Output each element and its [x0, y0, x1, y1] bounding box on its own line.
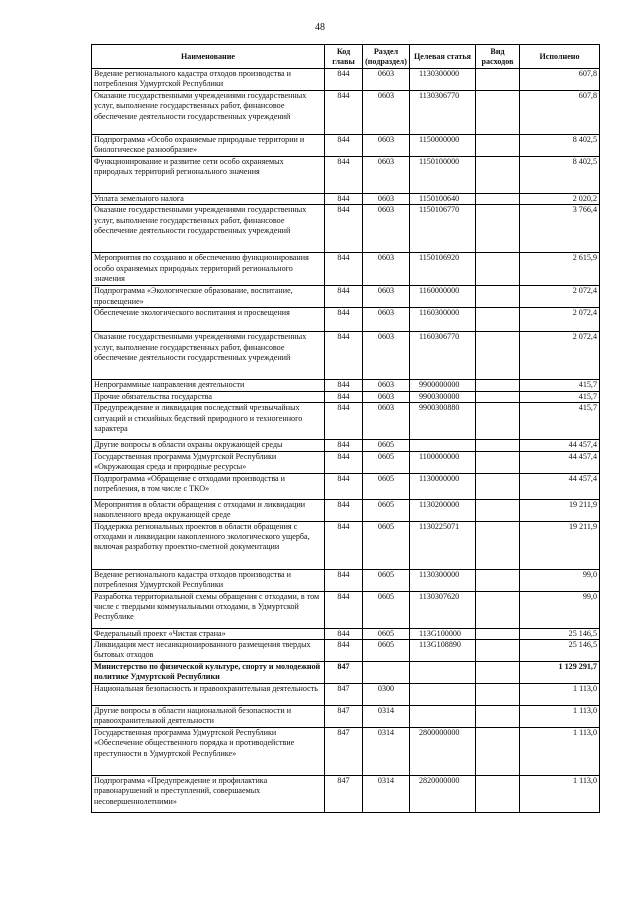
cell-section: 0314: [363, 706, 410, 728]
cell-target-article: 9900300880: [410, 403, 476, 440]
cell-target-article: 1150100000: [410, 157, 476, 194]
cell-executed: 607,8: [520, 91, 600, 135]
cell-section: 0603: [363, 91, 410, 135]
cell-name: Поддержка региональных проектов в области обращения с отходами и ликвидации накопленного экологического ущерба, включая разработку проектно-сметной документации: [92, 521, 325, 569]
cell-section: 0605: [363, 569, 410, 591]
cell-expense-type: [476, 332, 520, 380]
cell-target-article: [410, 706, 476, 728]
cell-expense-type: [476, 253, 520, 286]
cell-section: 0603: [363, 391, 410, 402]
table-row: [92, 440, 600, 451]
table-row: [92, 69, 600, 91]
cell-section: 0603: [363, 308, 410, 332]
cell-executed: 44 457,4: [520, 451, 600, 473]
cell-expense-type: [476, 662, 520, 684]
cell-executed: 99,0: [520, 591, 600, 628]
cell-expense-type: [476, 391, 520, 402]
cell-target-article: 1130200000: [410, 499, 476, 521]
cell-name: Разработка территориальной схемы обращения с отходами, в том числе с твердыми коммунальными отходами, в Удмуртской Республике: [92, 591, 325, 628]
table-row: [92, 253, 600, 286]
cell-section: 0605: [363, 628, 410, 639]
cell-target-article: 1150106770: [410, 205, 476, 253]
cell-expense-type: [476, 569, 520, 591]
cell-name: Ведение регионального кадастра отходов производства и потребления Удмуртской Республики: [92, 569, 325, 591]
header-chapter-code: Код главы: [325, 45, 363, 69]
cell-name: Оказание государственными учреждениями государственных услуг, выполнение государственных работ, финансовое обеспечение деятельности государственных учреждений: [92, 91, 325, 135]
cell-expense-type: [476, 135, 520, 157]
cell-target-article: 1130000000: [410, 473, 476, 499]
cell-chapter-code: 844: [325, 308, 363, 332]
cell-chapter-code: 844: [325, 499, 363, 521]
cell-target-article: 9900000000: [410, 380, 476, 391]
cell-target-article: 113G108890: [410, 640, 476, 662]
cell-executed: 19 211,9: [520, 521, 600, 569]
cell-executed: 99,0: [520, 569, 600, 591]
cell-expense-type: [476, 728, 520, 776]
cell-chapter-code: 844: [325, 521, 363, 569]
table-row: [92, 521, 600, 569]
cell-executed: 2 072,4: [520, 308, 600, 332]
cell-chapter-code: 844: [325, 473, 363, 499]
cell-executed: 1 129 291,7: [520, 662, 600, 684]
cell-chapter-code: 844: [325, 205, 363, 253]
table-row: [92, 451, 600, 473]
cell-chapter-code: 844: [325, 569, 363, 591]
cell-section: 0603: [363, 286, 410, 308]
cell-section: 0314: [363, 776, 410, 813]
cell-expense-type: [476, 706, 520, 728]
cell-section: 0603: [363, 194, 410, 205]
cell-target-article: 1160000000: [410, 286, 476, 308]
cell-executed: 1 113,0: [520, 728, 600, 776]
header-section: Раздел (подраздел): [363, 45, 410, 69]
cell-name: Подпрограмма «Экологическое образование, воспитание, просвещение»: [92, 286, 325, 308]
table-row: [92, 205, 600, 253]
cell-section: [363, 662, 410, 684]
cell-target-article: 1130300000: [410, 569, 476, 591]
cell-name: Предупреждение и ликвидация последствий чрезвычайных ситуаций и стихийных бедствий природного и техногенного характера: [92, 403, 325, 440]
cell-expense-type: [476, 628, 520, 639]
cell-section: 0605: [363, 591, 410, 628]
table-body: [92, 69, 600, 813]
table-row: [92, 391, 600, 402]
cell-chapter-code: 844: [325, 157, 363, 194]
cell-executed: 2 072,4: [520, 332, 600, 380]
cell-expense-type: [476, 591, 520, 628]
cell-chapter-code: 847: [325, 662, 363, 684]
cell-name: Обеспечение экологического воспитания и просвещения: [92, 308, 325, 332]
cell-executed: 25 146,5: [520, 628, 600, 639]
cell-chapter-code: 844: [325, 286, 363, 308]
cell-chapter-code: 844: [325, 440, 363, 451]
table-row: [92, 157, 600, 194]
cell-chapter-code: 844: [325, 628, 363, 639]
table-row: [92, 662, 600, 684]
cell-chapter-code: 844: [325, 253, 363, 286]
cell-chapter-code: 844: [325, 135, 363, 157]
cell-executed: 415,7: [520, 391, 600, 402]
budget-execution-table: [91, 44, 600, 813]
table-row: [92, 628, 600, 639]
cell-name: Подпрограмма «Обращение с отходами производства и потребления, в том числе с ТКО»: [92, 473, 325, 499]
cell-section: 0605: [363, 473, 410, 499]
cell-name: Государственная программа Удмуртской Республики «Окружающая среда и природные ресурсы»: [92, 451, 325, 473]
cell-name: Подпрограмма «Предупреждение и профилактика правонарушений и преступлений, совершаемых несовершеннолетними»: [92, 776, 325, 813]
cell-section: 0603: [363, 205, 410, 253]
cell-executed: 607,8: [520, 69, 600, 91]
cell-target-article: [410, 662, 476, 684]
cell-expense-type: [476, 286, 520, 308]
cell-name: Мероприятия в области обращения с отходами и ликвидации накопленного вреда окружающей среде: [92, 499, 325, 521]
cell-executed: 1 113,0: [520, 684, 600, 706]
cell-target-article: 1100000000: [410, 451, 476, 473]
cell-target-article: 1130307620: [410, 591, 476, 628]
cell-chapter-code: 847: [325, 776, 363, 813]
cell-executed: 415,7: [520, 380, 600, 391]
cell-section: 0605: [363, 640, 410, 662]
cell-expense-type: [476, 403, 520, 440]
table-row: [92, 194, 600, 205]
cell-section: 0603: [363, 157, 410, 194]
cell-expense-type: [476, 380, 520, 391]
cell-expense-type: [476, 69, 520, 91]
cell-chapter-code: 844: [325, 332, 363, 380]
cell-section: 0603: [363, 69, 410, 91]
table-row: [92, 569, 600, 591]
cell-expense-type: [476, 640, 520, 662]
table-row: [92, 473, 600, 499]
table-row: [92, 91, 600, 135]
cell-section: 0605: [363, 440, 410, 451]
table-row: [92, 728, 600, 776]
cell-section: 0605: [363, 499, 410, 521]
cell-section: 0605: [363, 451, 410, 473]
cell-expense-type: [476, 157, 520, 194]
header-executed: Исполнено: [520, 45, 600, 69]
cell-chapter-code: 844: [325, 380, 363, 391]
cell-section: 0603: [363, 380, 410, 391]
cell-executed: 1 113,0: [520, 706, 600, 728]
cell-chapter-code: 844: [325, 69, 363, 91]
page-number: 48: [315, 22, 325, 33]
cell-expense-type: [476, 194, 520, 205]
cell-executed: 44 457,4: [520, 440, 600, 451]
cell-expense-type: [476, 440, 520, 451]
header-target-article: Целевая статья: [410, 45, 476, 69]
cell-expense-type: [476, 473, 520, 499]
cell-chapter-code: 847: [325, 728, 363, 776]
cell-executed: 19 211,9: [520, 499, 600, 521]
cell-section: 0314: [363, 728, 410, 776]
cell-name: Прочие обязательства государства: [92, 391, 325, 402]
table-header-row: [92, 45, 600, 69]
cell-chapter-code: 844: [325, 91, 363, 135]
cell-executed: 2 615,9: [520, 253, 600, 286]
table-row: [92, 332, 600, 380]
cell-section: 0603: [363, 332, 410, 380]
cell-expense-type: [476, 451, 520, 473]
cell-name: Министерство по физической культуре, спорту и молодежной политике Удмуртской Республики: [92, 662, 325, 684]
cell-target-article: 2800000000: [410, 728, 476, 776]
table-row: [92, 135, 600, 157]
cell-name: Оказание государственными учреждениями государственных услуг, выполнение государственных работ, финансовое обеспечение деятельности государственных учреждений: [92, 332, 325, 380]
cell-chapter-code: 844: [325, 391, 363, 402]
cell-executed: 8 402,5: [520, 135, 600, 157]
cell-executed: 2 020,2: [520, 194, 600, 205]
cell-expense-type: [476, 308, 520, 332]
cell-name: Непрограммные направления деятельности: [92, 380, 325, 391]
cell-target-article: 1130300000: [410, 69, 476, 91]
table-row: [92, 403, 600, 440]
cell-name: Ликвидация мест несанкционированного размещения твердых бытовых отходов: [92, 640, 325, 662]
header-expense-type: Вид расходов: [476, 45, 520, 69]
cell-executed: 1 113,0: [520, 776, 600, 813]
cell-chapter-code: 844: [325, 451, 363, 473]
cell-section: 0603: [363, 135, 410, 157]
cell-name: Национальная безопасность и правоохранительная деятельность: [92, 684, 325, 706]
cell-target-article: 1150100640: [410, 194, 476, 205]
cell-expense-type: [476, 205, 520, 253]
cell-target-article: 1160300000: [410, 308, 476, 332]
cell-name: Подпрограмма «Особо охраняемые природные территории и биологическое разнообразие»: [92, 135, 325, 157]
cell-target-article: 1160306770: [410, 332, 476, 380]
cell-executed: 8 402,5: [520, 157, 600, 194]
cell-name: Оказание государственными учреждениями государственных услуг, выполнение государственных работ, финансовое обеспечение деятельности государственных учреждений: [92, 205, 325, 253]
header-name: Наименование: [92, 45, 325, 69]
cell-chapter-code: 847: [325, 684, 363, 706]
cell-section: 0603: [363, 403, 410, 440]
cell-executed: 2 072,4: [520, 286, 600, 308]
cell-name: Мероприятия по созданию и обеспечению функционирования особо охраняемых природных территорий регионального значения: [92, 253, 325, 286]
cell-section: 0603: [363, 253, 410, 286]
cell-chapter-code: 844: [325, 403, 363, 440]
table-row: [92, 308, 600, 332]
cell-name: Федеральный проект «Чистая страна»: [92, 628, 325, 639]
cell-name: Другие вопросы в области охраны окружающей среды: [92, 440, 325, 451]
table-row: [92, 640, 600, 662]
cell-target-article: 9900300000: [410, 391, 476, 402]
cell-expense-type: [476, 499, 520, 521]
table-row: [92, 706, 600, 728]
cell-chapter-code: 844: [325, 194, 363, 205]
table-row: [92, 499, 600, 521]
cell-executed: 25 146,5: [520, 640, 600, 662]
cell-target-article: [410, 440, 476, 451]
cell-target-article: 1150106920: [410, 253, 476, 286]
table-row: [92, 591, 600, 628]
cell-chapter-code: 847: [325, 706, 363, 728]
cell-name: Другие вопросы в области национальной безопасности и правоохранительной деятельности: [92, 706, 325, 728]
cell-expense-type: [476, 684, 520, 706]
cell-section: 0300: [363, 684, 410, 706]
table-row: [92, 380, 600, 391]
cell-executed: 3 766,4: [520, 205, 600, 253]
cell-executed: 415,7: [520, 403, 600, 440]
cell-section: 0605: [363, 521, 410, 569]
cell-name: Государственная программа Удмуртской Республики «Обеспечение общественного порядка и противодействие преступности в Удмуртской Республике»: [92, 728, 325, 776]
cell-expense-type: [476, 776, 520, 813]
cell-chapter-code: 844: [325, 591, 363, 628]
cell-name: Ведение регионального кадастра отходов производства и потребления Удмуртской Республики: [92, 69, 325, 91]
table-row: [92, 776, 600, 813]
cell-executed: 44 457,4: [520, 473, 600, 499]
cell-target-article: [410, 684, 476, 706]
cell-chapter-code: 844: [325, 640, 363, 662]
cell-expense-type: [476, 521, 520, 569]
cell-target-article: 1130306770: [410, 91, 476, 135]
cell-target-article: 1130225071: [410, 521, 476, 569]
cell-target-article: 2820000000: [410, 776, 476, 813]
cell-expense-type: [476, 91, 520, 135]
cell-target-article: 113G100000: [410, 628, 476, 639]
cell-target-article: 1150000000: [410, 135, 476, 157]
table-row: [92, 684, 600, 706]
table-row: [92, 286, 600, 308]
cell-name: Уплата земельного налога: [92, 194, 325, 205]
cell-name: Функционирование и развитие сети особо охраняемых природных территорий регионального значения: [92, 157, 325, 194]
